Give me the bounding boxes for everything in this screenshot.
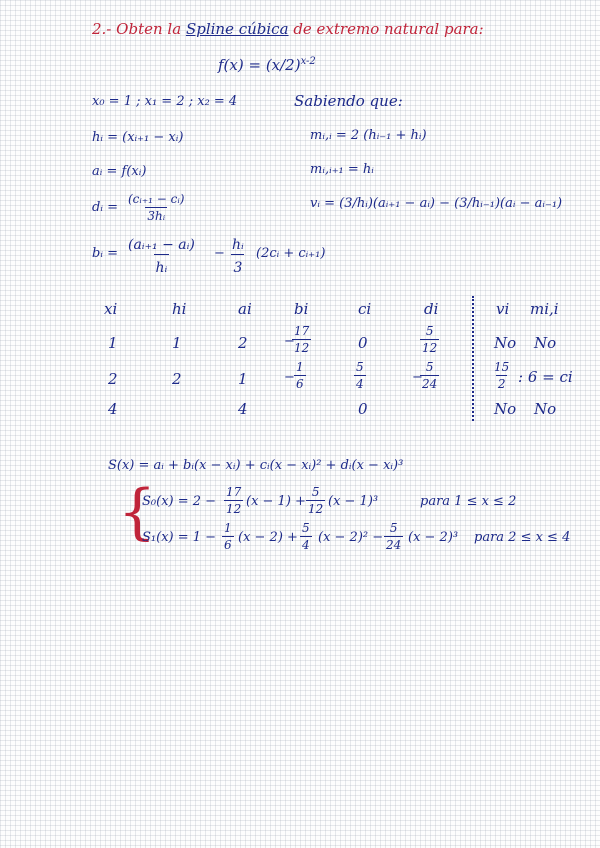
s1-mid-2: (x − 2)² −: [318, 530, 384, 545]
header-mii: mi,i: [530, 300, 559, 318]
row3-a: 4: [238, 400, 248, 418]
row3-m: No: [534, 400, 557, 418]
spline-general: S(x) = aᵢ + bᵢ(x − xᵢ) + cᵢ(x − xᵢ)² + dᵢ(x − xᵢ)³: [108, 458, 404, 473]
row1-h: 1: [172, 334, 182, 352]
row1-c: 0: [358, 334, 368, 352]
row2-b-fraction: [294, 361, 306, 390]
header-hi: hi: [172, 300, 187, 318]
row1-b-sign: −: [284, 334, 295, 349]
s0-fraction-1: [224, 486, 243, 515]
formula-d-fraction: [126, 193, 186, 222]
knowing-label: Sabiendo que:: [294, 92, 403, 110]
row2-c-fraction: [354, 361, 366, 390]
formula-b-fraction-2: [230, 238, 246, 275]
row1-v: No: [494, 334, 517, 352]
title-emphasis: Spline cúbica: [185, 20, 289, 38]
row2-b-den: 6: [296, 377, 304, 391]
function-exponent: x-2: [300, 56, 316, 67]
row2-d-den: 24: [422, 377, 438, 391]
formula-b-tail: (2cᵢ + cᵢ₊₁): [256, 246, 326, 261]
s1-range: para 2 ≤ x ≤ 4: [474, 530, 571, 545]
row1-x: 1: [108, 334, 118, 352]
formula-h: hᵢ = (xᵢ₊₁ − xᵢ): [92, 130, 184, 145]
formula-b-denominator: hᵢ: [154, 254, 170, 275]
row2-v-num: 15: [494, 360, 510, 374]
s1-fraction-3: [384, 522, 403, 551]
s0-f2-den: 12: [308, 502, 324, 516]
row1-b-fraction: [292, 325, 311, 354]
s1-f2-den: 4: [302, 538, 310, 552]
s1-fraction-1: [222, 522, 234, 551]
formula-b-numerator: (aᵢ₊₁ − aᵢ): [128, 237, 195, 253]
row1-a: 2: [238, 334, 248, 352]
s0-lhs: S₀(x) = 2 −: [142, 494, 217, 509]
row2-b-sign: −: [284, 370, 295, 385]
row1-b-num: 17: [294, 324, 310, 338]
function-text: f(x) = (x/2): [218, 56, 301, 74]
header-di: di: [424, 300, 439, 318]
header-vi: vi: [496, 300, 510, 318]
problem-number: 2.-: [92, 20, 112, 38]
row2-a: 1: [238, 370, 248, 388]
formula-a: aᵢ = f(xᵢ): [92, 164, 147, 179]
row3-c: 0: [358, 400, 368, 418]
row3-v: No: [494, 400, 517, 418]
row2-d-fraction: [420, 361, 439, 390]
given-points: x₀ = 1 ; x₁ = 2 ; x₂ = 4: [92, 94, 238, 109]
s1-mid-1: (x − 2) +: [238, 530, 298, 545]
title-text-2: de extremo natural para:: [293, 20, 484, 38]
s0-f2-num: 5: [311, 485, 320, 499]
formula-b-numerator-2: hᵢ: [232, 237, 244, 253]
row1-d-num: 5: [425, 324, 434, 338]
s0-f1-num: 17: [226, 485, 242, 499]
row2-c-den: 4: [356, 377, 364, 391]
formula-b-fraction: [126, 238, 197, 275]
s0-range: para 1 ≤ x ≤ 2: [420, 494, 517, 509]
row3-x: 4: [108, 400, 118, 418]
header-bi: bi: [294, 300, 309, 318]
row1-b-den: 12: [294, 341, 310, 355]
piecewise-brace: {: [118, 477, 157, 547]
s1-f1-den: 6: [224, 538, 232, 552]
row2-v-fraction: [492, 361, 511, 390]
s1-tail: (x − 2)³: [408, 530, 459, 545]
header-ai: ai: [238, 300, 252, 318]
s0-fraction-2: [306, 486, 325, 515]
s0-tail: (x − 1)³: [328, 494, 379, 509]
header-xi: xi: [104, 300, 118, 318]
formula-b-minus: −: [214, 246, 225, 261]
s1-f2-num: 5: [302, 521, 310, 535]
s1-f1-num: 1: [224, 521, 232, 535]
s1-lhs: S₁(x) = 1 −: [142, 530, 217, 545]
row1-d-fraction: [420, 325, 439, 354]
row1-d-den: 12: [422, 341, 438, 355]
formula-d-numerator: (cᵢ₊₁ − cᵢ): [128, 192, 185, 206]
s0-mid: (x − 1) +: [246, 494, 306, 509]
formula-m-ii1: mᵢ,ᵢ₊₁ = hᵢ: [310, 162, 374, 177]
row2-d-sign: −: [412, 370, 423, 385]
row2-v-den: 2: [497, 377, 506, 391]
function-definition: [218, 56, 316, 74]
formula-b-lhs: bᵢ =: [92, 246, 118, 261]
row2-h: 2: [172, 370, 182, 388]
s1-fraction-2: [300, 522, 312, 551]
row2-x: 2: [108, 370, 118, 388]
formula-v: vᵢ = (3/hᵢ)(aᵢ₊₁ − aᵢ) − (3/hᵢ₋₁)(aᵢ − aᵢ₋₁): [310, 196, 563, 211]
row1-m: No: [534, 334, 557, 352]
header-ci: ci: [358, 300, 372, 318]
row2-d-num: 5: [425, 360, 434, 374]
s0-f1-den: 12: [226, 502, 242, 516]
formula-m-ii: mᵢ,ᵢ = 2 (hᵢ₋₁ + hᵢ): [310, 128, 427, 143]
problem-header: [92, 20, 484, 38]
row2-v-tail: : 6 = ci: [518, 368, 573, 386]
title-text-1: Obten la: [116, 20, 182, 38]
row2-b-num: 1: [296, 360, 304, 374]
formula-d-lhs: dᵢ =: [92, 200, 118, 215]
s1-f3-den: 24: [386, 538, 402, 552]
formula-b-denominator-2: 3: [231, 254, 244, 275]
table-divider: [472, 296, 474, 421]
s1-f3-num: 5: [389, 521, 398, 535]
row2-c-num: 5: [356, 360, 364, 374]
formula-d-denominator: 3hᵢ: [147, 209, 166, 223]
